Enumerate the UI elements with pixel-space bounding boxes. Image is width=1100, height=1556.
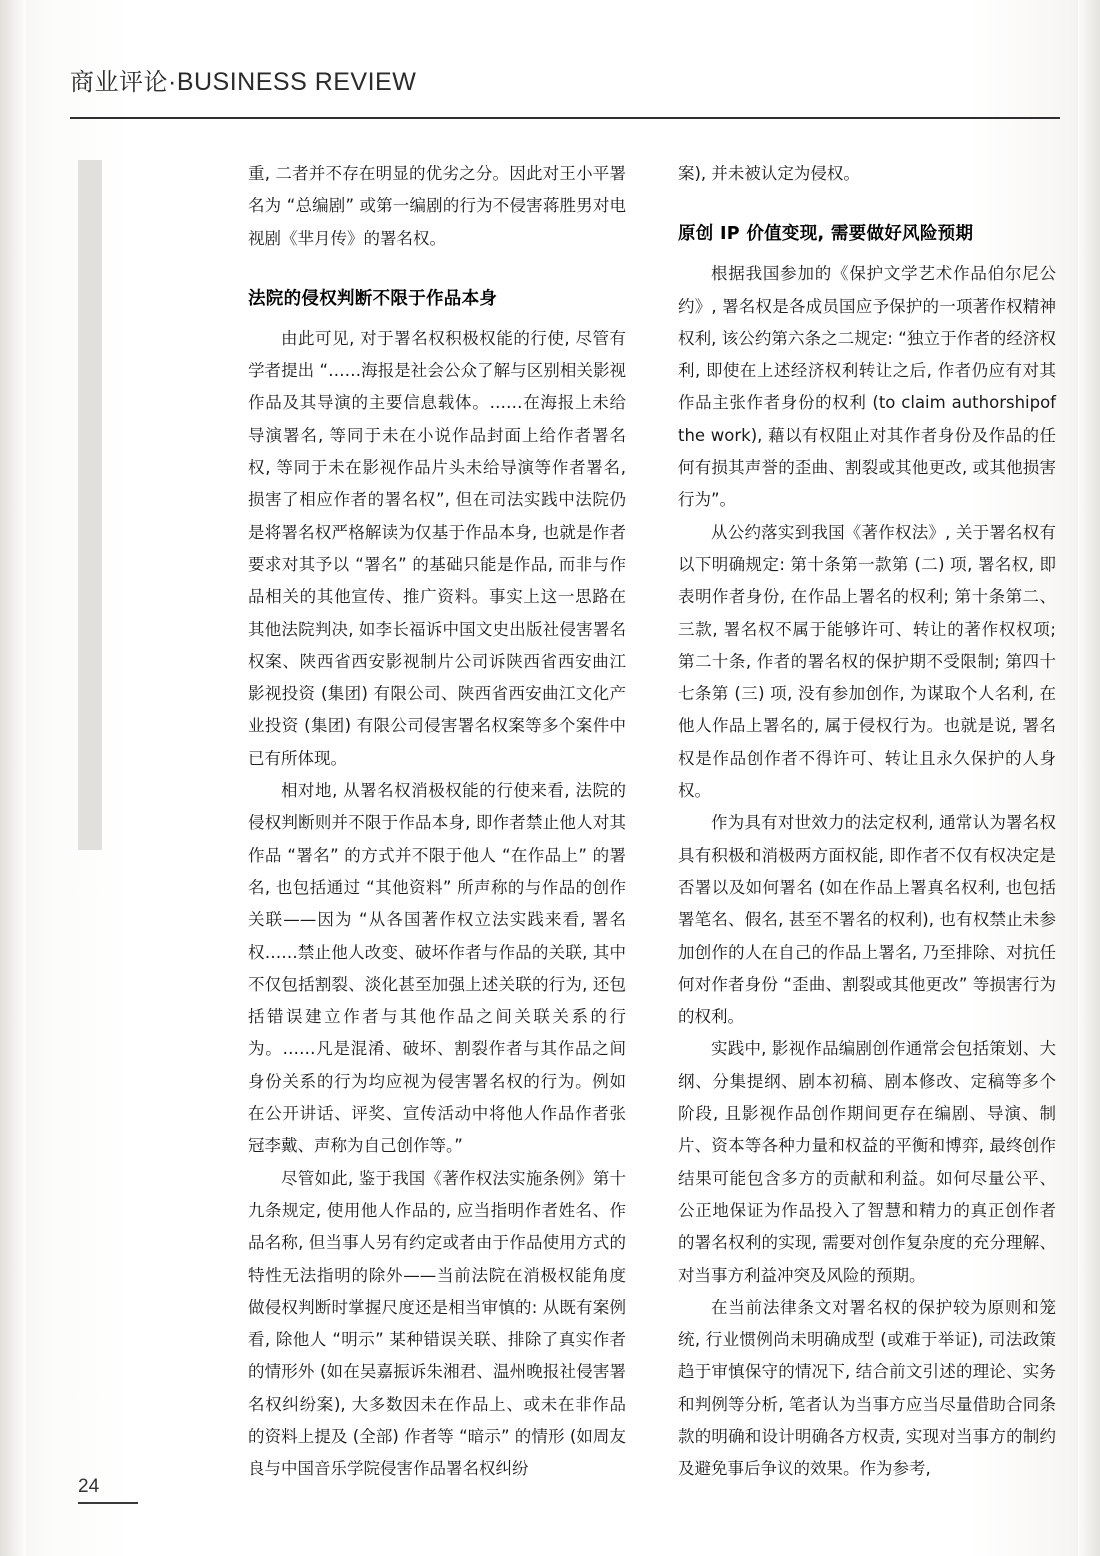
paragraph: 相对地, 从署名权消极权能的行使来看, 法院的侵权判断则并不限于作品本身, 即作者禁止他人对其作品 “署名” 的方式并不限于他人 “在作品上” 的署名, 也包括通过 “其他资料” 所声称的与作品的创作关联——因为 “从各国著作权立法实践来看, 署名权……禁止他人改变、破坏作者与作品的关联, 其中不仅包括割裂、淡化甚至加强上述关联的行为, 还包括错误建立作者与其他作品之间关联关系的行为。……凡是混淆、破坏、割裂作者与其作品之间身份关系的行为均应视为侵害署名权的行为。例如在公开讲话、评奖、宣传活动中将他人作品作者张冠李戴、声称为自己创作等。” (248, 781, 626, 1156)
section-heading-ip: 原创 IP 价值变现, 需要做好风险预期 (678, 224, 974, 245)
paragraph: 由此可见, 对于署名权积极权能的行使, 尽管有学者提出 “……海报是社会公众了解与区别相关影视作品及其导演的主要信息载体。……在海报上未给导演署名, 等同于未在小说作品封面上给作者署名权, 等同于未在影视作品片头未给导演等作者署名, 损害了相应作者的署名权”, 但在司法实践中法院仍是将署名权严格解读为仅基于作品本身, 也就是作者要求对其予以 “署名” 的基础只能是作品, 而非与作品相关的其他宣传、推广资料。事实上这一思路在其他法院判决, 如李长福诉中国文史出版社侵害署名权案、陕西省西安影视制片公司诉陕西省西安曲江影视投资 (集团) 有限公司、陕西省西安曲江文化产业投资 (集团) 有限公司侵害署名权案等多个案件中已有所体现。 (248, 328, 626, 768)
paragraph: 实践中, 影视作品编剧创作通常会包括策划、大纲、分集提纲、剧本初稿、剧本修改、定稿等多个阶段, 且影视作品创作期间更存在编剧、导演、制片、资本等各种力量和权益的平衡和博弈, 最终创作结果可能包含多方的贡献和利益。如何尽量公平、公正地保证为作品投入了智慧和精力的真正创作者的署名权利的实现, 需要对创作复杂度的充分理解、对当事方利益冲突及风险的预期。 (678, 1039, 1056, 1285)
paragraph: 重, 二者并不存在明显的优劣之分。因此对王小平署名为 “总编剧” 或第一编剧的行为不侵害蒋胜男对电视剧《芈月传》的署名权。 (248, 164, 626, 248)
paragraph: 从公约落实到我国《著作权法》, 关于署名权有以下明确规定: 第十条第一款第 (二) 项, 署名权, 即表明作者身份, 在作品上署名的权利; 第十条第二、三款, 署名权不属于能够许可、转让的著作权权项; 第二十条, 作者的署名权的保护期不受限制; 第四十七条第 (三) 项, 没有参加创作, 为谋取个人名利, 在他人作品上署名的, 属于侵权行为。也就是说, 署名权是作品创作者不得许可、转让且永久保护的人身权。 (678, 522, 1056, 801)
page-header (70, 62, 1060, 124)
paragraph: 根据我国参加的《保护文学艺术作品伯尔尼公约》, 署名权是各成员国应予保护的一项著作权精神权利, 该公约第六条之二规定: “独立于作者的经济权利, 即使在上述经济权利转让之后, 作者仍应有对其作品主张作者身份的权利 (to claim authorshipof the work), 藉以有权阻止对其作者身份及作品的任何有损其声誉的歪曲、割裂或其他更改, 或其他损害行为”。 (678, 264, 1056, 510)
paragraph: 案), 并未被认定为侵权。 (678, 164, 860, 183)
paragraph: 在当前法律条文对署名权的保护较为原则和笼统, 行业惯例尚未明确成型 (或难于举证), 司法政策趋于审慎保守的情况下, 结合前文引述的理论、实务和判例等分析, 笔者认为当事方应当尽量借助合同条款的明确和设计明确各方权责, 实现对当事方的制约及避免事后争议的效果。作为参考, (678, 1297, 1056, 1479)
paragraph: 尽管如此, 鉴于我国《著作权法实施条例》第十九条规定, 使用他人作品的, 应当指明作者姓名、作品名称, 但当事人另有约定或者由于作品使用方式的特性无法指明的除外——当前法院在消极权能角度做侵权判断时掌握尺度还是相当审慎的: 从既有案例看, 除他人 “明示” 某种错误关联、排除了真实作者的情形外 (如在吴嘉振诉朱湘君、温州晚报社侵害署名权纠纷案), 大多数因未在作品上、或未在非作品的资料上提及 (全部) 作者等 “暗示” 的情形 (如周友良与中国音乐学院侵害作品署名权纠纷 (248, 1168, 626, 1479)
header-title-en: BUSINESS REVIEW (176, 68, 417, 96)
article-body (248, 158, 1056, 1479)
section-heading-court: 法院的侵权判断不限于作品本身 (248, 288, 498, 309)
header-title-cn: 商业评论 (70, 68, 168, 96)
page-number: 24 (78, 1476, 100, 1497)
footer-divider (78, 1502, 138, 1504)
paragraph: 作为具有对世效力的法定权利, 通常认为署名权具有积极和消极两方面权能, 即作者不仅有权决定是否署以及如何署名 (如在作品上署真名权利, 也包括署笔名、假名, 甚至不署名的权利), 也有权禁止未参加创作的人在自己的作品上署名, 乃至排除、对抗任何对作者身份 “歪曲、割裂或其他更改” 等损害行为的权利。 (678, 813, 1056, 1027)
page-footer (78, 1476, 188, 1504)
margin-shadow-bar (78, 160, 102, 850)
header-title (70, 62, 1060, 97)
header-title-separator: · (168, 68, 177, 96)
left-column (248, 158, 626, 1479)
right-column (678, 158, 1056, 1479)
header-divider (70, 117, 1060, 119)
